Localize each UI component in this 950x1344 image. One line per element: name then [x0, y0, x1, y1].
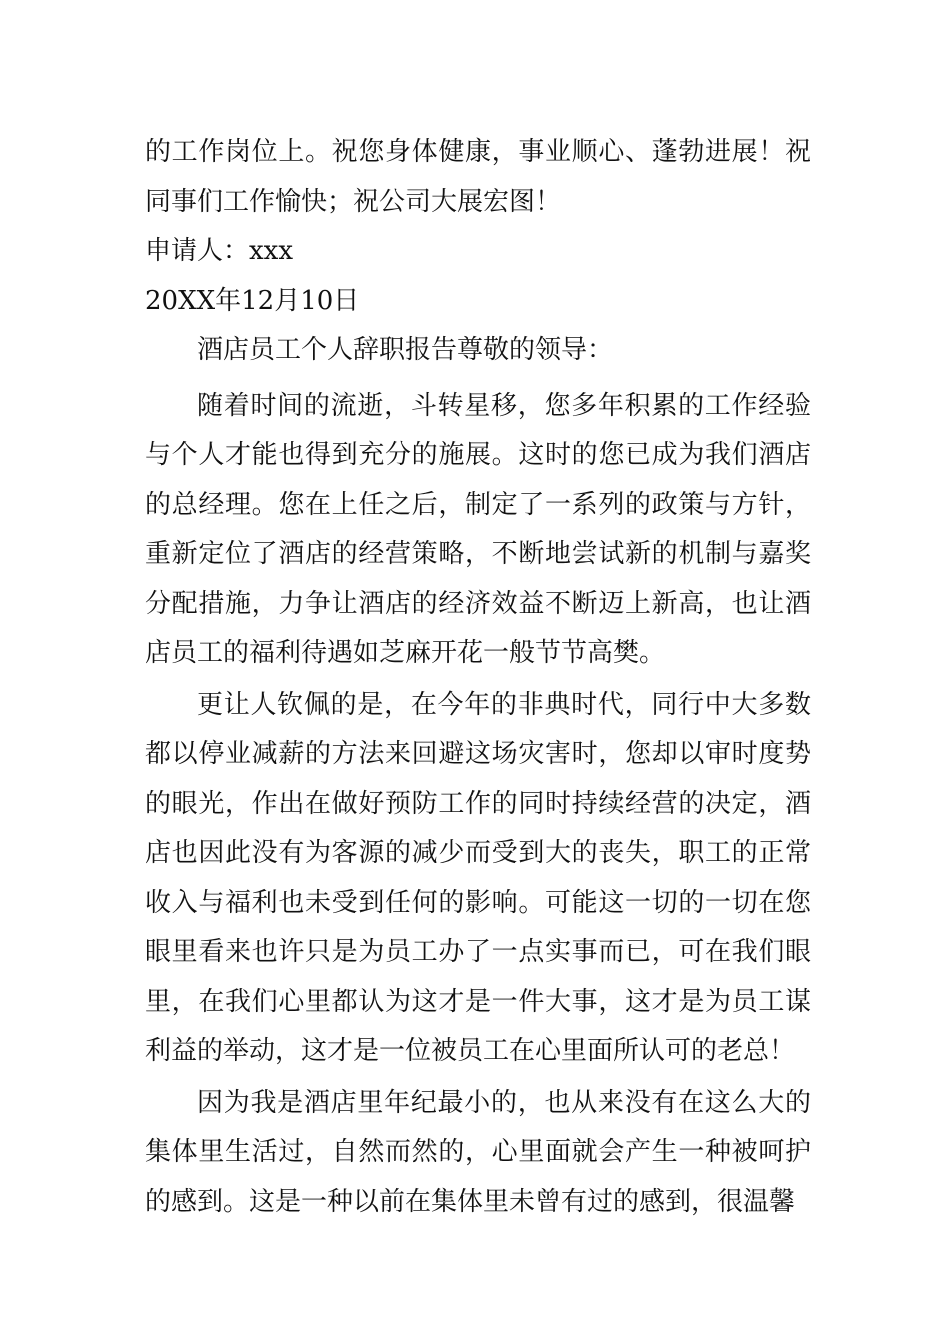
body-paragraph-1: 随着时间的流逝，斗转星移，您多年积累的工作经验与个人才能也得到充分的施展。这时的您已成为我们酒店的总经理。您在上任之后，制定了一系列的政策与方针，重新定位了酒店的经营策略，不断地尝试新的机制与嘉奖分配措施，力争让酒店的经济效益不断迈上新高，也让酒店员工的福利待遇如芝麻开花一般节节高樊。 — [145, 390, 811, 668]
applicant-line: 申请人：xxx — [145, 236, 293, 266]
body-paragraph-2: 更让人钦佩的是，在今年的非典时代，同行中大多数都以停业减薪的方法来回避这场灾害时，您却以审时度势的眼光，作出在做好预防工作的同时持续经营的决定，酒店也因此没有为客源的减少而受到大的丧失，职工的正常收入与福利也未受到任何的影响。可能这一切的一切在您眼里看来也许只是为员工办了一点实事而已，可在我们眼里，在我们心里都认为这才是一件大事，这才是为员工谋利益的举动，这才是一位被员工在心里面所认可的老总！ — [145, 689, 811, 1066]
date-line: 20XX年12月10日 — [145, 285, 360, 316]
second-letter-title: 酒店员工个人辞职报告尊敬的领导： — [197, 335, 614, 365]
closing-paragraph: 的工作岗位上。祝您身体健康，事业顺心、蓬勃进展！祝同事们工作愉快；祝公司大展宏图！ — [145, 137, 811, 217]
body-paragraph-3: 因为我是酒店里年纪最小的，也从来没有在这么大的集体里生活过，自然而然的，心里面就会产生一种被呵护的感到。这是一种以前在集体里未曾有过的感到，很温馨 — [145, 1087, 811, 1217]
document-body — [145, 128, 811, 1227]
